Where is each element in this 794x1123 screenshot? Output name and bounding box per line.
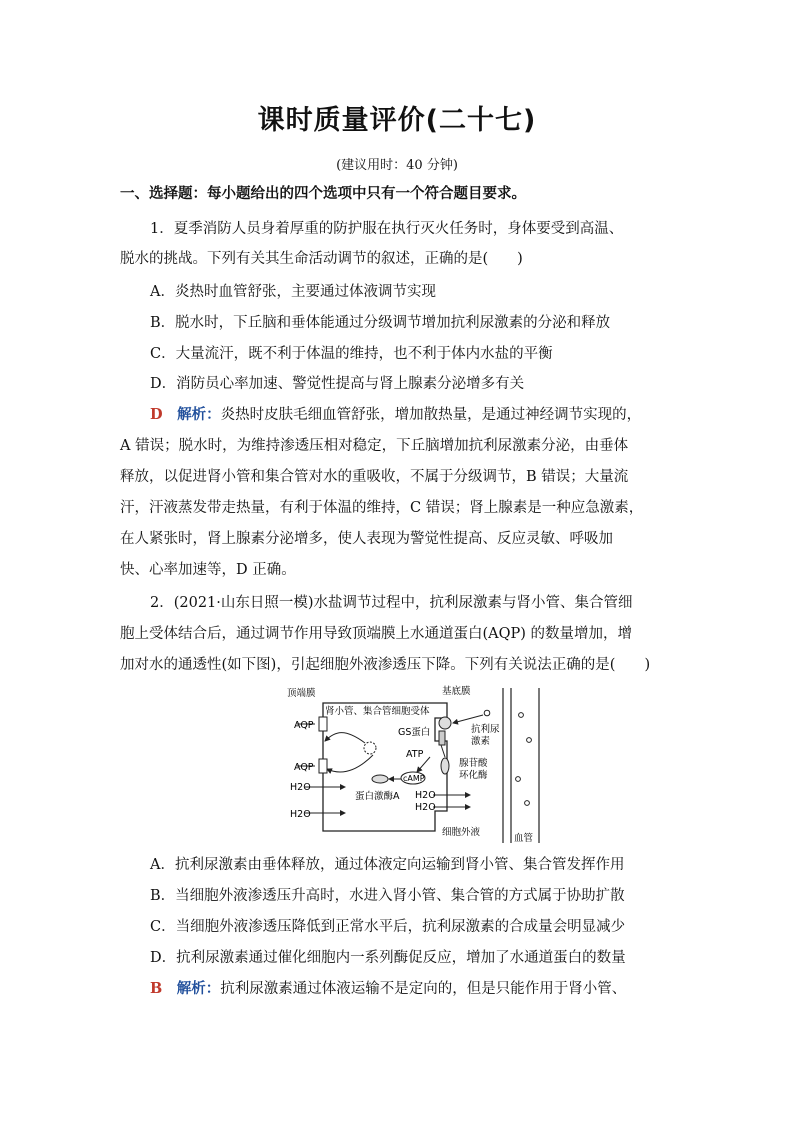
label-cyclase-1: 腺苷酸 — [459, 758, 488, 769]
label-camp: cAMP — [403, 774, 425, 783]
section-heading: 一、选择题：每小题给出的四个选项中只有一个符合题目要求。 — [120, 185, 526, 202]
q2-analysis-label: 解析： — [176, 980, 221, 997]
adh-molecule — [484, 710, 490, 716]
aqp-channel-1 — [319, 717, 327, 731]
label-cyclase-2: 环化酶 — [459, 770, 488, 781]
gs-protein-shape — [439, 731, 445, 745]
q1-option-d: D．消防员心率加速、警觉性提高与肾上腺素分泌增多有关 — [150, 376, 525, 392]
label-apical-membrane: 顶端膜 — [287, 688, 316, 699]
q2-answer: B — [150, 980, 163, 997]
q1-analysis-line-3: 释放，以促进肾小管和集合管对水的重吸收，不属于分级调节，B 错误；大量流 — [120, 469, 629, 485]
aqp-channel-2 — [319, 759, 327, 773]
q2-option-d: D．抗利尿激素通过催化细胞内一系列酶促反应，增加了水通道蛋白的数量 — [150, 950, 626, 966]
q1-analysis-label: 解析： — [177, 406, 221, 423]
label-h2o-4: H2O — [415, 802, 436, 813]
label-basal-membrane: 基底膜 — [442, 686, 471, 697]
hormone-dot-1 — [519, 713, 524, 718]
label-gs-protein: GS蛋白 — [398, 727, 431, 738]
aqp-regulation-figure — [285, 683, 560, 845]
page-title: 课时质量评价(二十七) — [257, 105, 537, 136]
suggested-time: (建议用时：40 分钟) — [336, 158, 458, 173]
hormone-dot-3 — [516, 777, 521, 782]
cyclase-shape — [441, 758, 449, 774]
q2-stem-line-2: 胞上受体结合后，通过调节作用导致顶端膜上水通道蛋白(AQP) 的数量增加，增 — [120, 626, 633, 642]
q1-analysis-line-4: 汗，汗液蒸发带走热量，有利于体温的维持，C 错误；肾上腺素是一种应急激素， — [120, 500, 644, 516]
label-adh-1: 抗利尿 — [471, 724, 500, 735]
q1-option-b: B．脱水时，下丘脑和垂体能通过分级调节增加抗利尿激素的分泌和释放 — [150, 315, 611, 331]
q1-answer: D — [150, 406, 163, 423]
q1-stem-line-1: 1．夏季消防人员身着厚重的防护服在执行灭火任务时，身体要受到高温、 — [150, 221, 624, 237]
q1-analysis-line-2: A 错误；脱水时，为维持渗透压相对稳定，下丘脑增加抗利尿激素分泌，由垂体 — [120, 438, 629, 454]
q1-option-c: C．大量流汗，既不利于体温的维持，也不利于体内水盐的平衡 — [150, 346, 553, 362]
receptor-shape — [439, 717, 451, 729]
q2-analysis-line-1 — [150, 977, 710, 998]
q1-stem-line-2: 脱水的挑战。下列有关其生命活动调节的叙述，正确的是( ) — [120, 251, 523, 267]
q2-analysis-text: 抗利尿激素通过体液运输不是定向的，但是只能作用于肾小管、 — [220, 981, 627, 997]
label-blood-vessel: 血管 — [514, 833, 534, 844]
q2-stem-line-1: 2．(2021·山东日照一模)水盐调节过程中，抗利尿激素与肾小管、集合管细 — [150, 595, 633, 611]
label-atp: ATP — [406, 749, 424, 760]
hormone-dot-2 — [527, 738, 532, 743]
label-protein-kinase: 蛋白激酶A — [355, 791, 400, 802]
q1-analysis-line-6: 快、心率加速等，D 正确。 — [120, 562, 296, 578]
q2-option-a: A．抗利尿激素由垂体释放，通过体液定向运输到肾小管、集合管发挥作用 — [150, 857, 625, 873]
label-h2o-2: H2O — [290, 809, 311, 820]
q1-analysis-line-1 — [150, 403, 710, 424]
aqp-vesicle — [364, 742, 376, 754]
label-h2o-1: H2O — [290, 782, 311, 793]
q2-option-c: C．当细胞外液渗透压降低到正常水平后，抗利尿激素的合成量会明显减少 — [150, 919, 626, 935]
q1-option-a: A．炎热时血管舒张，主要通过体液调节实现 — [150, 284, 436, 300]
label-aqp-1: AQP — [294, 720, 314, 731]
label-aqp-2: AQP — [294, 762, 314, 773]
label-h2o-3: H2O — [415, 790, 436, 801]
q1-analysis-line-5: 在人紧张时，肾上腺素分泌增多，使人表现为警觉性提高、反应灵敏、呼吸加 — [120, 531, 613, 547]
label-receptor: 肾小管、集合管细胞受体 — [325, 706, 430, 717]
hormone-dot-4 — [525, 801, 530, 806]
q1-analysis-text: 炎热时皮肤毛细血管舒张，增加散热量，是通过神经调节实现的， — [220, 407, 642, 423]
q2-option-b: B．当细胞外液渗透压升高时，水进入肾小管、集合管的方式属于协助扩散 — [150, 888, 625, 904]
q2-stem-line-3: 加对水的通透性(如下图)，引起细胞外液渗透压下降。下列有关说法正确的是( ) — [120, 657, 651, 673]
label-adh-2: 激素 — [471, 736, 491, 747]
kinase-shape — [372, 775, 388, 783]
label-extracellular-fluid: 细胞外液 — [442, 827, 481, 838]
